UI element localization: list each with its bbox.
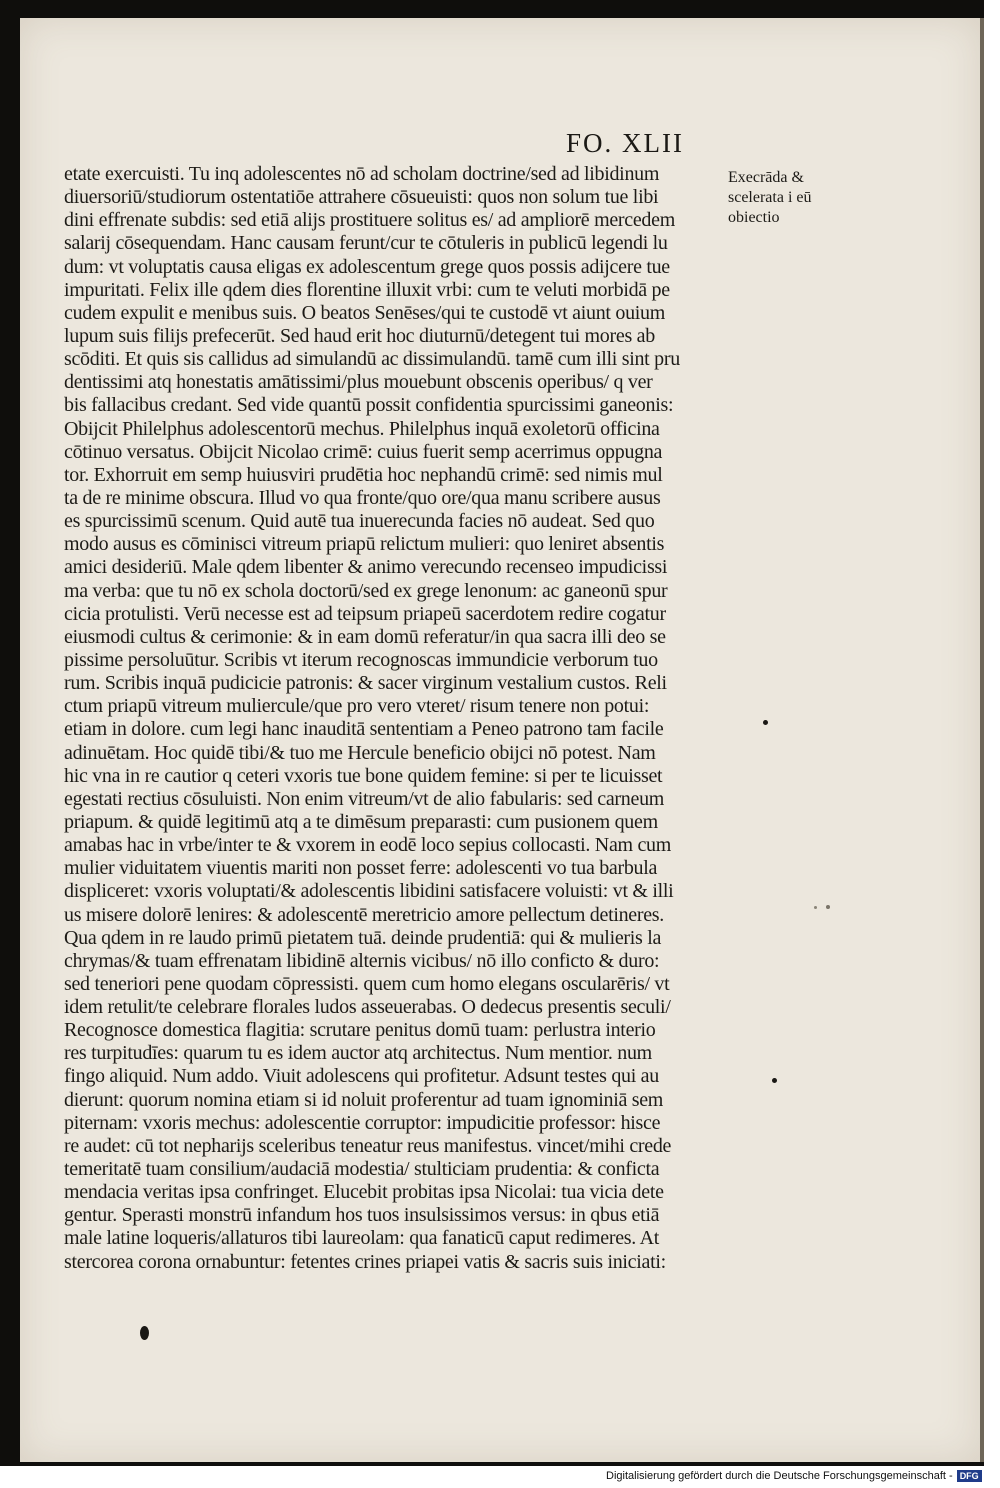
- marginal-note: [728, 168, 828, 228]
- text-line: lupum suis filijs prefecerūt. Sed haud erit hoc diuturnū/detegent tui mores ab: [64, 324, 655, 347]
- text-line: gentur. Sperasti monstrū infandum hos tuos insulsissimos versus: in qbus etiā: [64, 1204, 660, 1227]
- text-line: impuritati. Felix ille qdem dies florentine illuxit vrbi: cum te veluti morbidā pe: [64, 278, 670, 301]
- text-line: us misere dolorē lenires: & adolescentē meretricio amore pellectum detineres.: [64, 903, 664, 926]
- text-line: modo ausus es cōminisci vitreum priapū relictum mulieri: quo leniret absentis: [64, 533, 665, 556]
- text-line: diuersoriū/studiorum ostentatiōe attrahere cōsueuisti: quos non solum tue libi: [64, 186, 659, 209]
- text-line: dentissimi atq honestatis amātissimi/plus mouebunt obscenis operibus/ q ver: [64, 371, 653, 394]
- text-line: cōtinuo versatus. Obijcit Nicolao crimē: cuius fuerit semp acerrimus oppugna: [64, 440, 663, 463]
- text-line: priapum. & quidē legitimū atq a te dimēsum preparasti: cum pusionem quem: [64, 810, 658, 833]
- text-line: sed teneriori pene quodam cōpressisti. quem cum homo elegans oscularēris/ vt: [64, 972, 670, 995]
- footer-credit: Digitalisierung gefördert durch die Deutsche Forschungsgemeinschaft -: [606, 1470, 953, 1482]
- text-line: egestati rectius cōsuluisti. Non enim vitreum/vt de alio fabularis: sed carneum: [64, 787, 665, 810]
- text-line: rum. Scribis inquā pudicicie patronis: & sacer virginum vestalium custos. Reli: [64, 672, 667, 695]
- text-line: amici desideriū. Male qdem libenter & animo verecundo recenseo impudicissi: [64, 556, 668, 579]
- dfg-logo: DFG: [957, 1470, 982, 1482]
- text-line: idem retulit/te celebrare florales ludos asseuerabas. O dedecus presentis seculi/: [64, 996, 671, 1019]
- text-line: hic vna in re cautior q ceteri vxoris tue bone quidem femine: si per te licuisset: [64, 764, 663, 787]
- text-line: displiceret: vxoris voluptati/& adolescentis libidini satisfacere voluisti: vt & illi: [64, 880, 674, 903]
- text-line: eiusmodi cultus & cerimonie: & in eam domū referatur/in qua sacra illi deo se: [64, 625, 666, 648]
- text-line: tor. Exhorruit em semp huiusviri prudētia hoc nephandū crimē: sed nimis mul: [64, 463, 663, 486]
- text-line: ctum priapū vitreum muliercule/que pro vero vteret/ risum tenere non potui:: [64, 695, 650, 718]
- text-line: bis fallacibus credant. Sed vide quantū possit confidentia spurcissimi ganeonis:: [64, 394, 674, 417]
- text-line: Qua qdem in re laudo primū pietatem tuā. deinde prudentiā: qui & mulieris la: [64, 926, 662, 949]
- text-line: pissime persoluūtur. Scribis vt iterum recognoscas immundicie verborum tuo: [64, 648, 658, 671]
- text-line: temeritatē tuam consilium/audaciā modestia/ stulticiam prudentia: & conficta: [64, 1158, 660, 1181]
- text-line: re audet: cū tot nepharijs sceleribus teneatur reus manifestus. vincet/mihi crede: [64, 1134, 672, 1157]
- text-line: cicia protulisti. Verū necesse est ad teipsum priapeū sacerdotem redire cogatur: [64, 602, 666, 625]
- text-line: amabas hac in vrbe/inter te & vxorem in eodē loco sepius collocasti. Nam cum: [64, 834, 672, 857]
- text-line: dum: vt voluptatis causa eligas ex adolescentum grege quos possis adijcere tue: [64, 255, 670, 278]
- text-line: adinuētam. Hoc quidē tibi/& tuo me Hercule beneficio obijci nō potest. Nam: [64, 741, 656, 764]
- text-line: etiam in dolore. cum legi hanc inauditā sententiam a Peneo patrono tam facile: [64, 718, 664, 741]
- ink-spot: [763, 720, 768, 725]
- ink-spot: [814, 906, 817, 909]
- marginal-note-line: scelerata i eū: [728, 189, 812, 206]
- ink-spot: [826, 905, 830, 909]
- body-text: [64, 163, 714, 1274]
- text-line: cudem expulit e menibus suis. O beatos Senēses/qui te custodē vt aiunt ouium: [64, 301, 665, 324]
- folio-number: FO. XLII: [566, 128, 684, 158]
- text-line: salarij cōsequendam. Hanc causam ferunt/cur te cōtuleris in publicū legendi lu: [64, 232, 668, 255]
- text-line: mendacia veritas ipsa confringet. Elucebit probitas ipsa Nicolai: tua vicia dete: [64, 1181, 664, 1204]
- marginal-note-line: obiectio: [728, 209, 780, 226]
- text-line: es spurcissimū scenum. Quid autē tua inuerecunda facies nō audeat. Sed quo: [64, 510, 655, 533]
- text-line: dierunt: quorum nomina etiam si id noluit proferentur ad tuam ignominiā sem: [64, 1088, 664, 1111]
- digitization-footer: [606, 1470, 982, 1482]
- text-line: ma verba: que tu nō ex schola doctorū/sed ex grege lenonum: ac ganeonū spur: [64, 579, 668, 602]
- text-line: piternam: vxoris mechus: adolescentie corruptor: impudicitie professor: hisce: [64, 1111, 661, 1134]
- ink-spot: [772, 1078, 777, 1083]
- text-line: dini effrenate subdis: sed etiā alijs prostituere solitus es/ ad ampliorē mercedem: [64, 209, 675, 232]
- text-line: mulier viduitatem viuentis mariti non posset ferre: adolescenti vo tua barbula: [64, 857, 658, 880]
- marginal-note-line: Execrāda &: [728, 169, 804, 186]
- text-line: scōditi. Et quis sis callidus ad simulandū ac dissimulandū. tamē cum illi sint pru: [64, 348, 680, 371]
- page-edge: [980, 18, 984, 1462]
- text-line: fingo aliquid. Num addo. Viuit adolescens qui profitetur. Adsunt testes qui au: [64, 1065, 659, 1088]
- text-line: chrymas/& tuam effrenatam libidinē alternis vicibus/ nō illo conficto & duro:: [64, 949, 660, 972]
- text-line: male latine loqueris/allaturos tibi laureolam: qua fanaticū caput redimeres. At: [64, 1227, 659, 1250]
- text-line: res turpitudīes: quarum tu es idem auctor atq architectus. Num mentior. num: [64, 1042, 652, 1065]
- text-line: ta de re minime obscura. Illud vo qua fronte/quo ore/qua manu scribere ausus: [64, 486, 661, 509]
- text-line: Recognosce domestica flagitia: scrutare penitus domū tuam: perlustra interio: [64, 1019, 656, 1042]
- ink-spot: [140, 1326, 149, 1340]
- text-line: stercorea corona ornabuntur: fetentes crines priapei vatis & sacris suis iniciati:: [64, 1250, 666, 1273]
- text-line: etate exercuisti. Tu inq adolescentes nō ad scholam doctrine/sed ad libidinum: [64, 163, 660, 185]
- text-line: Obijcit Philelphus adolescentorū mechus. Philelphus inquā exoletorū officina: [64, 417, 660, 440]
